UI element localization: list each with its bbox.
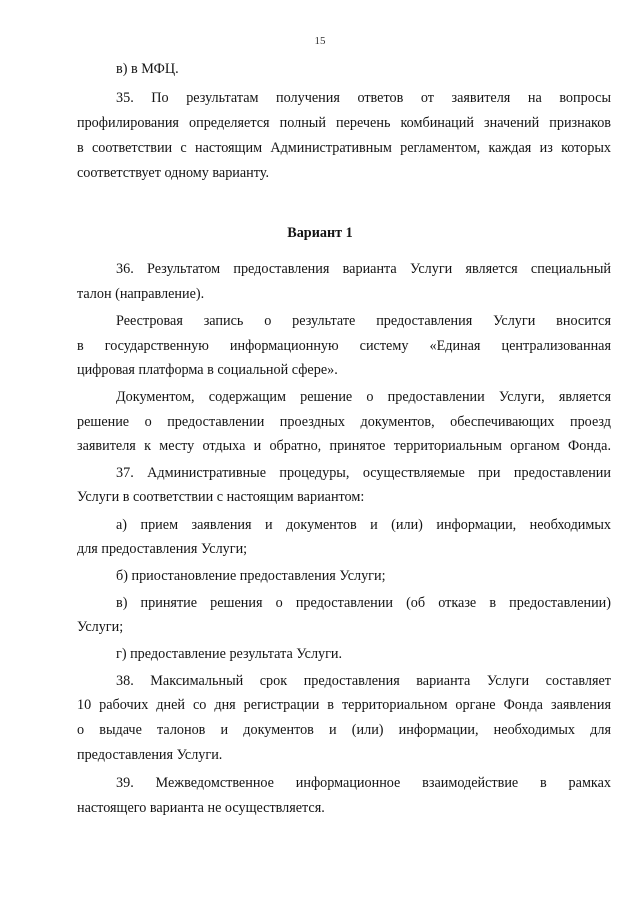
text-line: б) приостановление предоставления Услуги; [116,568,386,584]
text-line: цифровая платформа в социальной сфере». [77,362,338,378]
text-line: Реестровая запись о результате предоставления Услуги вносится [116,313,611,329]
text-line: в соответствии с настоящим Административным регламентом, каждая из которых [77,140,611,156]
text-line: для предоставления Услуги; [77,541,248,557]
text-line: а) прием заявления и документов и (или) информации, необходимых [116,517,611,533]
text-line: о выдаче талонов и документов и (или) информации, необходимых для [77,722,611,738]
text-line: 37. Административные процедуры, осуществляемые при предоставлении [116,465,611,481]
text-line: в) в МФЦ. [116,61,179,77]
page-number: 15 [314,35,326,47]
text-line: 39. Межведомственное информационное взаимодействие в рамках [116,775,611,791]
text-line: в) принятие решения о предоставлении (об отказе в предоставлении) [116,595,611,611]
text-line: заявителя к месту отдыха и обратно, принятое территориальным органом Фонда. [77,438,611,454]
text-line: 36. Результатом предоставления варианта Услуги является специальный [116,261,611,277]
text-line: настоящего варианта не осуществляется. [77,800,325,816]
text-line: Услуги в соответствии с настоящим вариантом: [77,489,365,505]
text-line: 10 рабочих дней со дня регистрации в территориальном органе Фонда заявления [77,697,611,713]
text-line: 35. По результатам получения ответов от заявителя на вопросы [116,90,611,106]
text-line: в государственную информационную систему «Единая централизованная [77,338,611,354]
text-line: Документом, содержащим решение о предоставлении Услуги, является [116,389,611,405]
text-line: талон (направление). [77,286,205,302]
text-line: Услуги; [77,619,124,635]
text-line: решение о предоставлении проездных документов, обеспечивающих проезд [77,414,611,430]
text-line: соответствует одному варианту. [77,165,269,181]
text-line: предоставления Услуги. [77,747,223,763]
section-heading: Вариант 1 [287,225,353,241]
text-line: профилирования определяется полный перечень комбинаций значений признаков [77,115,611,131]
text-line: г) предоставление результата Услуги. [116,646,343,662]
text-line: 38. Максимальный срок предоставления варианта Услуги составляет [116,673,611,689]
